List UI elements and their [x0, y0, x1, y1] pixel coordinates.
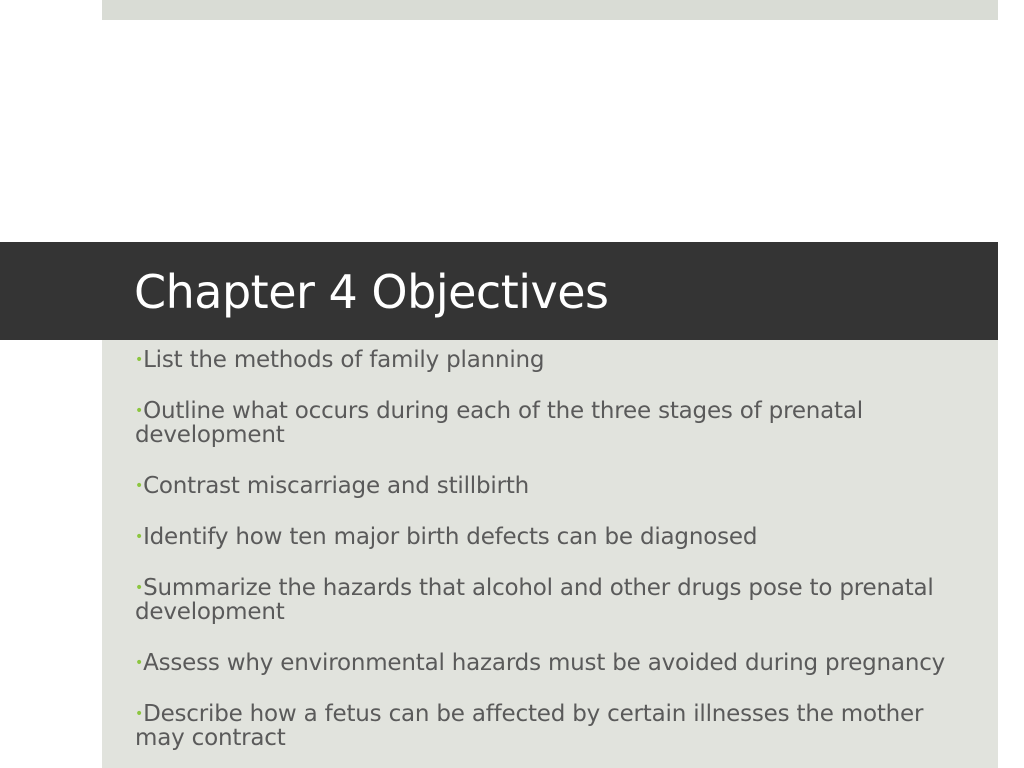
objective-text: List the methods of family planning	[143, 347, 545, 373]
objective-item	[135, 651, 975, 675]
objective-text: Identify how ten major birth defects can be diagnosed	[143, 524, 758, 550]
top-decorative-band	[102, 0, 998, 20]
objective-item	[135, 348, 975, 372]
objective-text: Contrast miscarriage and stillbirth	[143, 473, 530, 499]
content-panel	[102, 340, 998, 768]
objective-item	[135, 702, 975, 750]
objective-text: Outline what occurs during each of the three stages of prenatal development	[135, 398, 863, 448]
bullet-icon: •	[135, 529, 144, 545]
objective-item	[135, 474, 975, 498]
objective-item	[135, 399, 975, 447]
bullet-icon: •	[135, 478, 144, 494]
objective-item	[135, 576, 975, 624]
objective-text: Assess why environmental hazards must be avoided during pregnancy	[143, 650, 946, 676]
objective-text: Summarize the hazards that alcohol and other drugs pose to prenatal development	[135, 575, 934, 625]
objective-text: Describe how a fetus can be affected by certain illnesses the mother may contract	[135, 701, 924, 751]
objectives-list	[135, 348, 975, 768]
bullet-icon: •	[135, 580, 144, 596]
objective-item	[135, 525, 975, 549]
bullet-icon: •	[135, 706, 144, 722]
bullet-icon: •	[135, 352, 144, 368]
slide-title: Chapter 4 Objectives	[134, 265, 609, 319]
bullet-icon: •	[135, 403, 144, 419]
bullet-icon: •	[135, 655, 144, 671]
